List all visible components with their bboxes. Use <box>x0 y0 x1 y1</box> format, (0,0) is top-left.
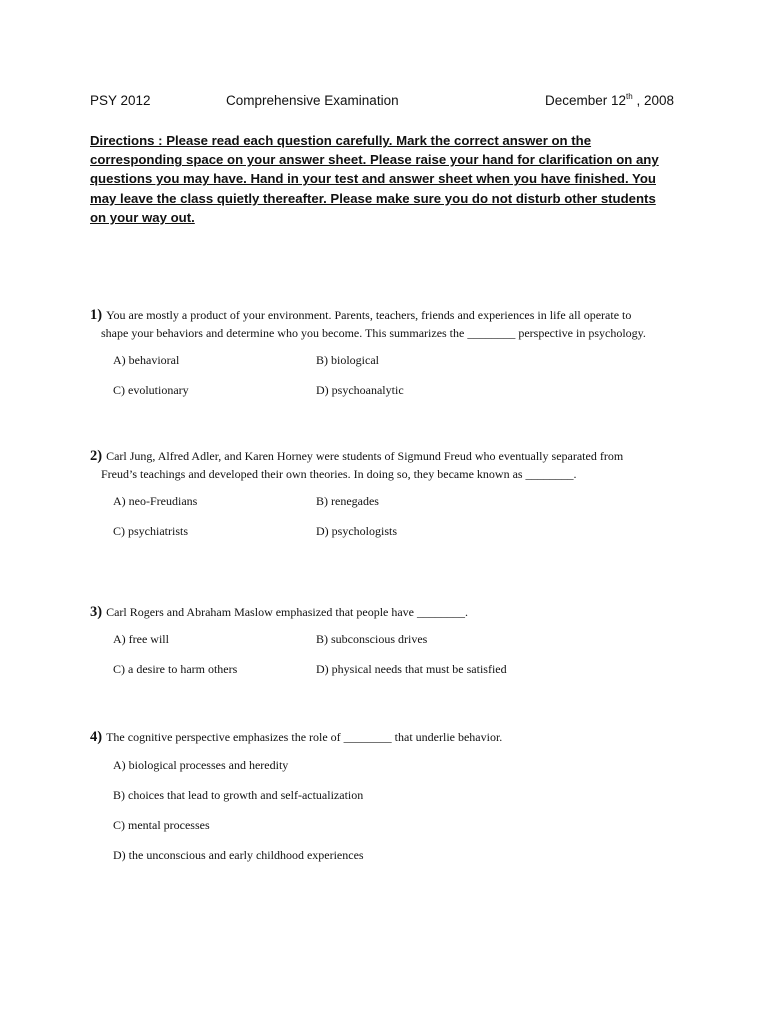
exam-title: Comprehensive Examination <box>226 93 399 108</box>
exam-date-year: , 2008 <box>632 93 674 108</box>
option-d: D) psychoanalytic <box>316 383 404 397</box>
option-b: B) choices that lead to growth and self-actualization <box>113 788 364 802</box>
question-number: 3) <box>90 604 103 620</box>
option-d: D) psychologists <box>316 524 397 538</box>
option-c: C) a desire to harm others <box>113 662 238 676</box>
option-b: B) subconscious drives <box>316 632 428 646</box>
option-a: A) biological processes and heredity <box>113 758 289 772</box>
option-c: C) psychiatrists <box>113 524 188 538</box>
question-2 <box>90 447 690 554</box>
option-a: A) free will <box>113 632 169 646</box>
directions-line: questions you may have. Hand in your test and answer sheet when you have finished. You <box>90 171 656 187</box>
question-text <box>90 306 690 342</box>
exam-header <box>90 93 674 113</box>
option-a: A) behavioral <box>113 353 180 367</box>
question-text <box>90 603 690 621</box>
question-line: The cognitive perspective emphasizes the role of ________ that underlie behavior. <box>106 730 503 744</box>
question-line: You are mostly a product of your environment. Parents, teachers, friends and experiences in life all operate to <box>106 308 632 322</box>
option-d: D) the unconscious and early childhood experiences <box>113 848 364 862</box>
answer-options <box>113 494 690 554</box>
answer-options <box>113 632 690 692</box>
course-code: PSY 2012 <box>90 93 151 108</box>
question-4 <box>90 728 690 878</box>
option-a: A) neo-Freudians <box>113 494 198 508</box>
exam-date-ordinal: th <box>626 92 633 101</box>
question-text <box>90 447 690 483</box>
exam-date-main: December 12 <box>544 93 627 108</box>
question-number: 2) <box>90 448 103 464</box>
option-c: C) evolutionary <box>113 383 189 397</box>
exam-date <box>545 93 674 108</box>
answer-options <box>113 353 690 413</box>
question-1 <box>90 306 690 413</box>
question-line: Freud’s teachings and developed their own theories. In doing so, they became known as ________. <box>101 467 577 481</box>
directions-line: Directions : Please read each question carefully. Mark the correct answer on the <box>90 133 592 148</box>
question-3 <box>90 603 690 692</box>
question-line: Carl Rogers and Abraham Maslow emphasized that people have ________. <box>106 605 469 619</box>
directions-line: on your way out. <box>90 209 195 225</box>
question-number: 4) <box>90 729 103 745</box>
answer-options <box>113 758 690 878</box>
question-text <box>90 728 690 746</box>
question-line: Carl Jung, Alfred Adler, and Karen Horney were students of Sigmund Freud who eventually separated from <box>106 449 624 463</box>
option-b: B) renegades <box>316 494 379 508</box>
directions-line: may leave the class quietly thereafter. Please make sure you do not disturb other students <box>90 190 656 206</box>
option-b: B) biological <box>316 353 379 367</box>
directions-line: corresponding space on your answer sheet. Please raise your hand for clarification on any <box>90 152 659 168</box>
option-c: C) mental processes <box>113 818 210 832</box>
question-line: shape your behaviors and determine who you become. This summarizes the ________ perspective in psychology. <box>101 326 646 340</box>
question-number: 1) <box>90 307 103 323</box>
option-d: D) physical needs that must be satisfied <box>316 662 507 676</box>
directions <box>90 131 674 227</box>
